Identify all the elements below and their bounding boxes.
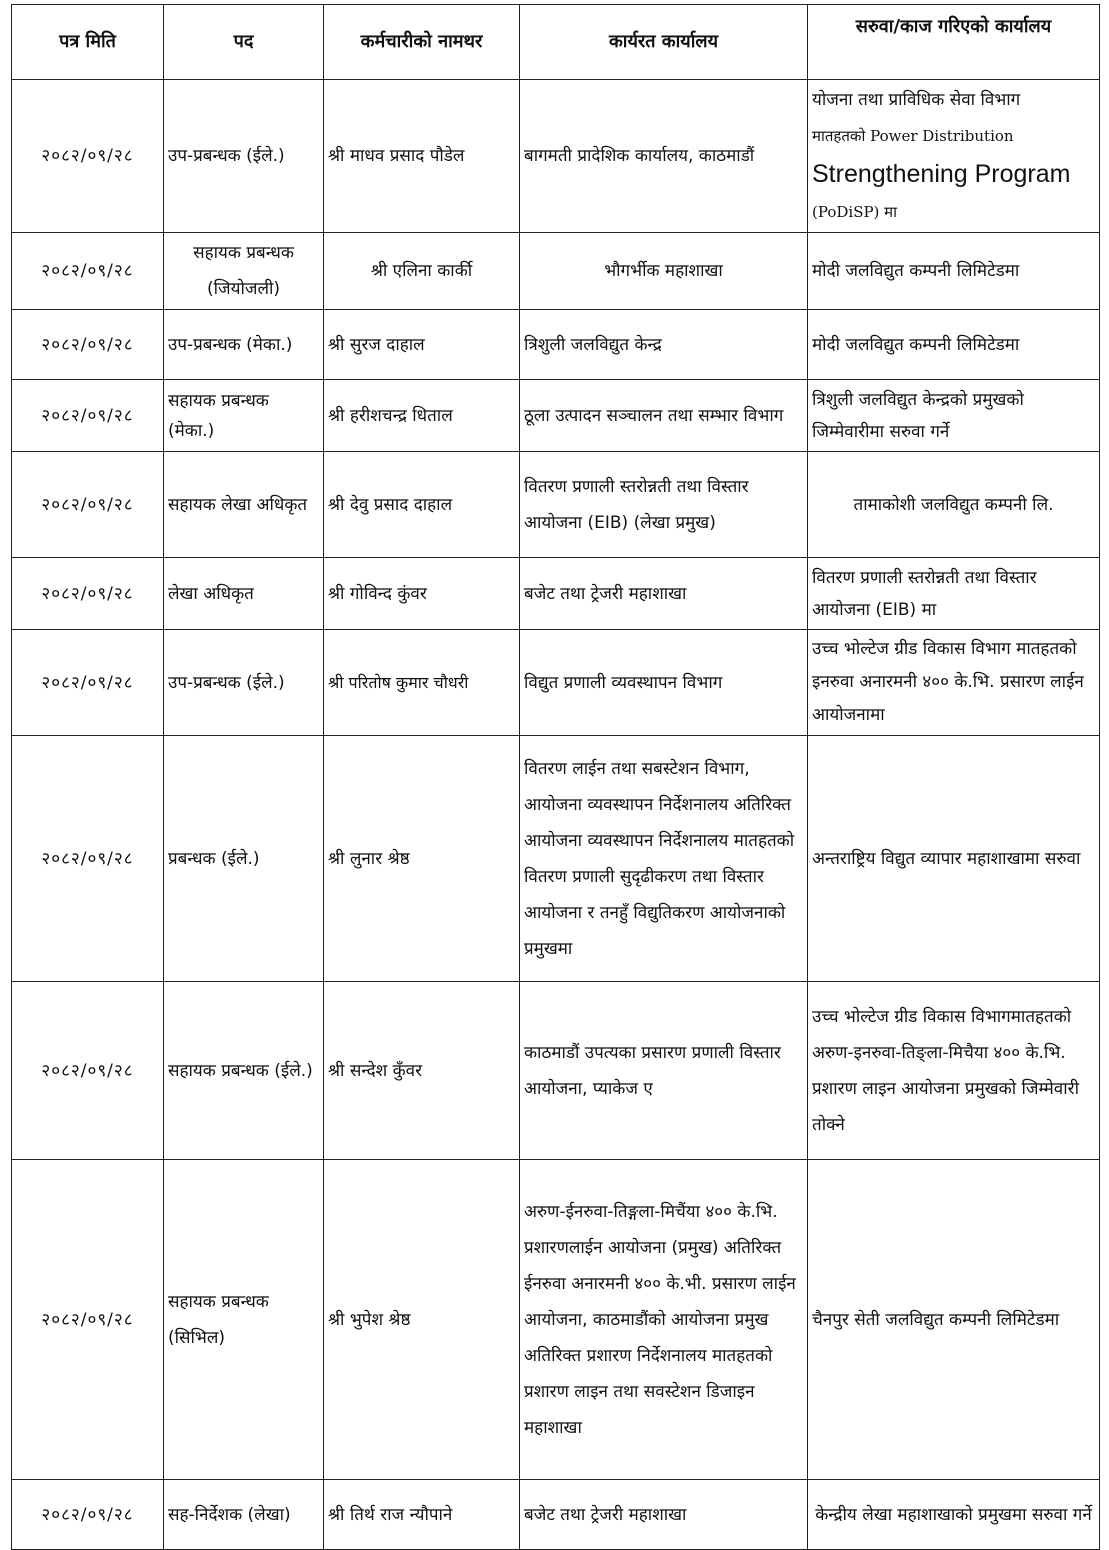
table-row	[12, 452, 1100, 558]
header-post: पद	[164, 5, 324, 80]
table-row	[12, 630, 1100, 736]
cell-current-office: ठूला उत्पादन सञ्चालन तथा सम्भार विभाग	[520, 380, 808, 452]
cell-date: २०८२/०९/२८	[12, 982, 164, 1160]
cell-name: श्री परितोष कुमार चौधरी	[324, 630, 520, 736]
cell-new-office: चैनपुर सेती जलविद्युत कम्पनी लिमिटेडमा	[808, 1160, 1100, 1480]
cell-post: उप-प्रबन्धक (ईले.)	[164, 630, 324, 736]
table-header	[12, 5, 1100, 80]
cell-current-office: काठमाडौं उपत्यका प्रसारण प्रणाली विस्तार आयोजना, प्याकेज ए	[520, 982, 808, 1160]
header-new-office: सरुवा/काज गरिएको कार्यालय	[808, 5, 1100, 80]
table-row	[12, 1480, 1100, 1550]
cell-current-office: त्रिशुली जलविद्युत केन्द्र	[520, 310, 808, 380]
cell-name: श्री माधव प्रसाद पौडेल	[324, 80, 520, 233]
cell-new-office: केन्द्रीय लेखा महाशाखाको प्रमुखमा सरुवा गर्ने	[808, 1480, 1100, 1550]
new-office-line: योजना तथा प्राविधिक सेवा विभाग	[812, 90, 1021, 110]
cell-name: श्री तिर्थ राज न्यौपाने	[324, 1480, 520, 1550]
cell-new-office: उच्च भोल्टेज ग्रीड विकास विभागमातहतको अरुण-इनरुवा-तिङ्ला-मिचैया ४०० के.भि. प्रशारण लाइन आयोजना प्रमुखको जिम्मेवारी तोक्ने	[808, 982, 1100, 1160]
cell-new-office: मोदी जलविद्युत कम्पनी लिमिटेडमा	[808, 310, 1100, 380]
cell-current-office: वितरण लाईन तथा सबस्टेशन विभाग, आयोजना व्यवस्थापन निर्देशनालय अतिरिक्त आयोजना व्यवस्थापन निर्देशनालय मातहतको वितरण प्रणाली सुदृढीकरण तथा विस्तार आयोजना र तनहुँ विद्युतिकरण आयोजनाको प्रमुखमा	[520, 736, 808, 982]
cell-date: २०८२/०९/२८	[12, 558, 164, 630]
cell-date: २०८२/०९/२८	[12, 1160, 164, 1480]
cell-date: २०८२/०९/२८	[12, 630, 164, 736]
cell-name: श्री देवु प्रसाद दाहाल	[324, 452, 520, 558]
table-body	[12, 80, 1100, 1550]
cell-current-office: विद्युत प्रणाली व्यवस्थापन विभाग	[520, 630, 808, 736]
table-row	[12, 380, 1100, 452]
cell-post: उप-प्रबन्धक (मेका.)	[164, 310, 324, 380]
cell-new-office: वितरण प्रणाली स्तरोन्नती तथा विस्तार आयोजना (EIB) मा	[808, 558, 1100, 630]
table-row	[12, 1160, 1100, 1480]
cell-new-office: त्रिशुली जलविद्युत केन्द्रको प्रमुखको जिम्मेवारीमा सरुवा गर्ने	[808, 380, 1100, 452]
cell-post: उप-प्रबन्धक (ईले.)	[164, 80, 324, 233]
cell-post: सहायक प्रबन्धक (सिभिल)	[164, 1160, 324, 1480]
cell-name: श्री सुरज दाहाल	[324, 310, 520, 380]
cell-date: २०८२/०९/२८	[12, 233, 164, 310]
cell-date: २०८२/०९/२८	[12, 1480, 164, 1550]
cell-new-office: उच्च भोल्टेज ग्रीड विकास विभाग मातहतको इनरुवा अनारमनी ४०० के.भि. प्रसारण लाईन आयोजनामा	[808, 630, 1100, 736]
cell-current-office: बजेट तथा ट्रेजरी महाशाखा	[520, 558, 808, 630]
new-office-line: (PoDiSP) मा	[812, 203, 898, 221]
cell-post: प्रबन्धक (ईले.)	[164, 736, 324, 982]
cell-name: श्री भुपेश श्रेष्ठ	[324, 1160, 520, 1480]
new-office-line: Strengthening Program	[812, 160, 1071, 188]
cell-date: २०८२/०९/२८	[12, 380, 164, 452]
cell-name: श्री सन्देश कुँवर	[324, 982, 520, 1160]
cell-name: श्री लुनार श्रेष्ठ	[324, 736, 520, 982]
header-current-office: कार्यरत कार्यालय	[520, 5, 808, 80]
cell-date: २०८२/०९/२८	[12, 736, 164, 982]
cell-date: २०८२/०९/२८	[12, 80, 164, 233]
cell-post: सहायक प्रबन्धक (जियोजली)	[164, 233, 324, 310]
cell-new-office	[808, 80, 1100, 233]
cell-current-office: बागमती प्रादेशिक कार्यालय, काठमाडौं	[520, 80, 808, 233]
cell-post: सहायक प्रबन्धक (मेका.)	[164, 380, 324, 452]
table-row	[12, 233, 1100, 310]
cell-post: सहायक लेखा अधिकृत	[164, 452, 324, 558]
header-name: कर्मचारीको नामथर	[324, 5, 520, 80]
cell-current-office: अरुण-ईनरुवा-तिङ्गला-मिचैंया ४०० के.भि. प्रशारणलाईन आयोजना (प्रमुख) अतिरिक्त ईनरुवा अनारमनी ४०० के.भी. प्रसारण लाईन आयोजना, काठमाडौंको आयोजना प्रमुख अतिरिक्त प्रशारण निर्देशनालय मातहतको प्रशारण लाइन तथा सवस्टेशन डिजाइन महाशाखा	[520, 1160, 808, 1480]
cell-name: श्री गोविन्द कुंवर	[324, 558, 520, 630]
table-row	[12, 558, 1100, 630]
cell-new-office: तामाकोशी जलविद्युत कम्पनी लि.	[808, 452, 1100, 558]
cell-post: सह-निर्देशक (लेखा)	[164, 1480, 324, 1550]
new-office-line: मातहतको Power Distribution	[812, 127, 1014, 145]
cell-current-office: बजेट तथा ट्रेजरी महाशाखा	[520, 1480, 808, 1550]
cell-name: श्री हरीशचन्द्र धिताल	[324, 380, 520, 452]
cell-post: लेखा अधिकृत	[164, 558, 324, 630]
cell-post: सहायक प्रबन्धक (ईले.)	[164, 982, 324, 1160]
cell-date: २०८२/०९/२८	[12, 452, 164, 558]
cell-current-office: वितरण प्रणाली स्तरोन्नती तथा विस्तार आयोजना (EIB) (लेखा प्रमुख)	[520, 452, 808, 558]
table-row	[12, 982, 1100, 1160]
table-row	[12, 80, 1100, 233]
cell-new-office: अन्तराष्ट्रिय विद्युत व्यापार महाशाखामा सरुवा	[808, 736, 1100, 982]
header-date: पत्र मिति	[12, 5, 164, 80]
cell-date: २०८२/०९/२८	[12, 310, 164, 380]
table-row	[12, 736, 1100, 982]
cell-current-office: भौगर्भीक महाशाखा	[520, 233, 808, 310]
table-row	[12, 310, 1100, 380]
cell-new-office: मोदी जलविद्युत कम्पनी लिमिटेडमा	[808, 233, 1100, 310]
header-row	[12, 5, 1100, 80]
cell-name: श्री एलिना कार्की	[324, 233, 520, 310]
transfer-table	[11, 4, 1100, 1550]
